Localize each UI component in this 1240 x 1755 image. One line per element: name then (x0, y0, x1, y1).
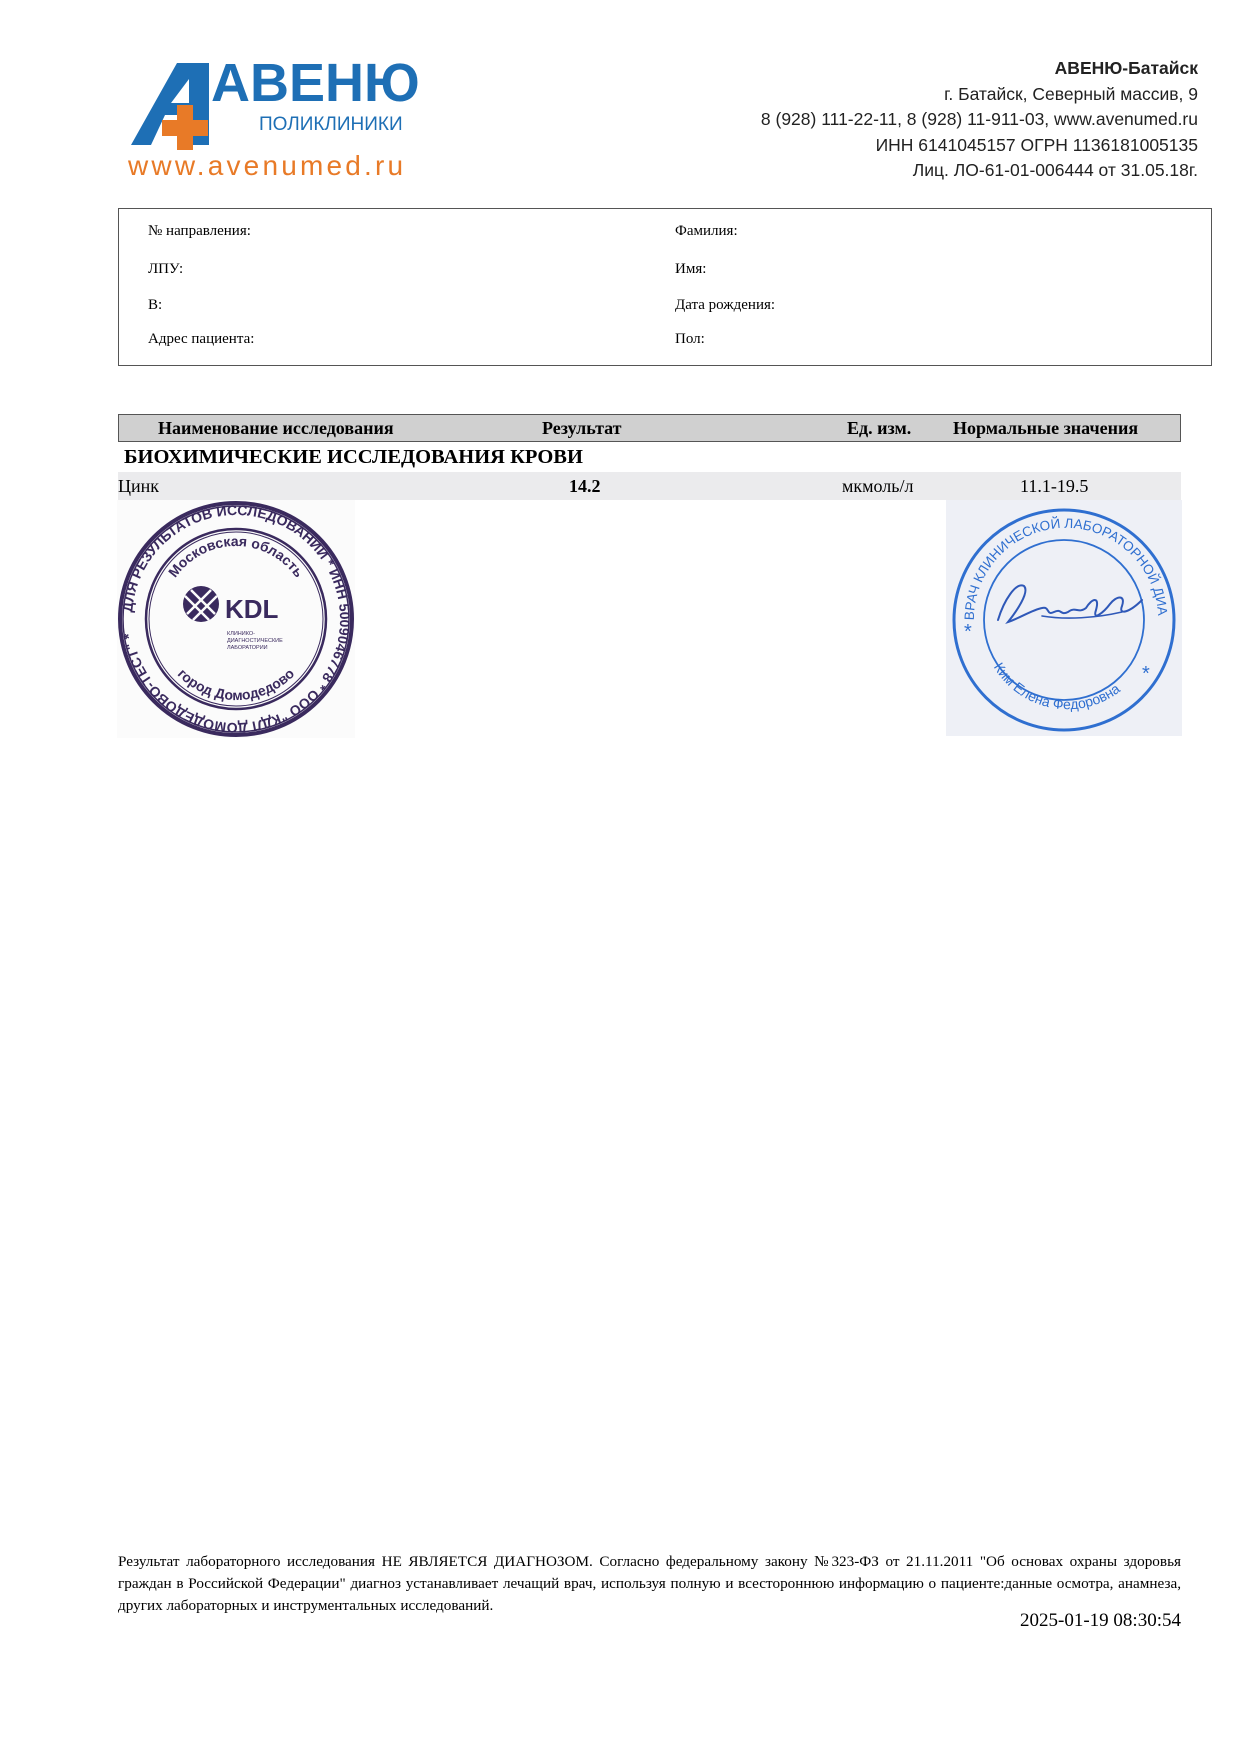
referral-label: № направления: (148, 223, 251, 239)
svg-text:Московская область (165, 533, 307, 581)
patient-info-box (118, 208, 1212, 366)
disclaimer-text: Результат лабораторного исследования НЕ ЯВЛЯЕТСЯ ДИАГНОЗОМ. Согласно федеральному закону №323-ФЗ от 21.11.2011 "Об основах охраны здоровья граждан в Российской Федерации" диагноз устанавливает лечащий врач, используя полную и всестороннюю информацию о пациенте:данные осмотра, анамнеза, других лабораторных и инструментальных исследований. (118, 1553, 1181, 1614)
doctor-stamp (946, 500, 1182, 736)
clinic-license: Лиц. ЛО-61-01-006444 от 31.05.18г. (912, 160, 1198, 180)
doctor-signature (998, 585, 1142, 622)
v-label: В: (148, 297, 163, 313)
svg-text:Ким Елена Федоровна (991, 660, 1123, 713)
name-label: Имя: (675, 261, 707, 277)
row-normal-values: 11.1-19.5 (1020, 476, 1089, 496)
stamp-doctor-name: Ким Елена Федоровна (990, 659, 1123, 713)
clinic-ids: ИНН 6141045157 ОГРН 1136181005135 (875, 134, 1198, 155)
header-result: Результат (542, 418, 622, 438)
table-row (118, 472, 1181, 500)
logo-url: www.avenumed.ru (128, 150, 407, 181)
clinic-contacts: 8 (928) 111-22-11, 8 (928) 11-911-03, www.avenumed.ru (760, 109, 1198, 129)
stamp-kdl-sub1: КЛИНИКО- (227, 631, 255, 637)
row-result: 14.2 (569, 476, 601, 496)
report-timestamp: 2025-01-19 08:30:54 (1020, 1610, 1181, 1631)
header-unit: Ед. изм. (847, 418, 912, 438)
clinic-info (598, 56, 1198, 184)
lpu-label: ЛПУ: (148, 261, 184, 277)
clinic-name: АВЕНЮ-Батайск (1054, 58, 1198, 78)
stamp-kdl-sub3: ЛАБОРАТОРИИ (227, 645, 268, 651)
stamp-doctor-title: ВРАЧ КЛИНИЧЕСКОЙ ЛАБОРАТОРНОЙ ДИА (961, 515, 1171, 621)
stamp-outer-ring-text: ДЛЯ РЕЗУЛЬТАТОВ ИССЛЕДОВАНИЙ * ИНН 5009046778 * ООО "КДЛ ДОМОДЕДОВО-ТЕСТ" * (119, 501, 354, 737)
stamp-inner-bottom-text: город Домодедово (174, 665, 298, 704)
logo-brand-text: АВЕНЮ (211, 55, 420, 113)
sex-label: Пол: (675, 331, 705, 347)
header-test-name: Наименование исследования (158, 418, 394, 438)
dob-label: Дата рождения: (675, 297, 776, 313)
section-title: БИОХИМИЧЕСКИЕ ИССЛЕДОВАНИЯ КРОВИ (124, 446, 583, 468)
results-table-header (118, 414, 1181, 442)
surname-label: Фамилия: (675, 223, 738, 239)
stamp-inner-top-text: Московская область (164, 532, 308, 581)
svg-text:ВРАЧ КЛИНИЧЕСКОЙ ЛАБОРАТОРНОЙ (946, 500, 1170, 620)
clinic-address: г. Батайск, Северный массив, 9 (944, 83, 1198, 104)
stamp-kdl-brand: KDL (225, 594, 279, 624)
stamp-star-left: * (964, 621, 972, 643)
row-unit: мкмоль/л (842, 476, 914, 496)
lab-stamp (117, 500, 355, 738)
row-test-name: Цинк (118, 476, 160, 496)
header-normal-values: Нормальные значения (953, 418, 1139, 438)
stamp-star-right: * (1142, 663, 1150, 685)
kdl-globe-icon (183, 586, 219, 622)
logo-subtitle-text: ПОЛИКЛИНИКИ (259, 114, 403, 135)
stamp-kdl-sub2: ДИАГНОСТИЧЕСКИЕ (227, 638, 283, 644)
patient-address-label: Адрес пациента: (148, 331, 255, 347)
logo-plus-horizontal (162, 120, 208, 136)
